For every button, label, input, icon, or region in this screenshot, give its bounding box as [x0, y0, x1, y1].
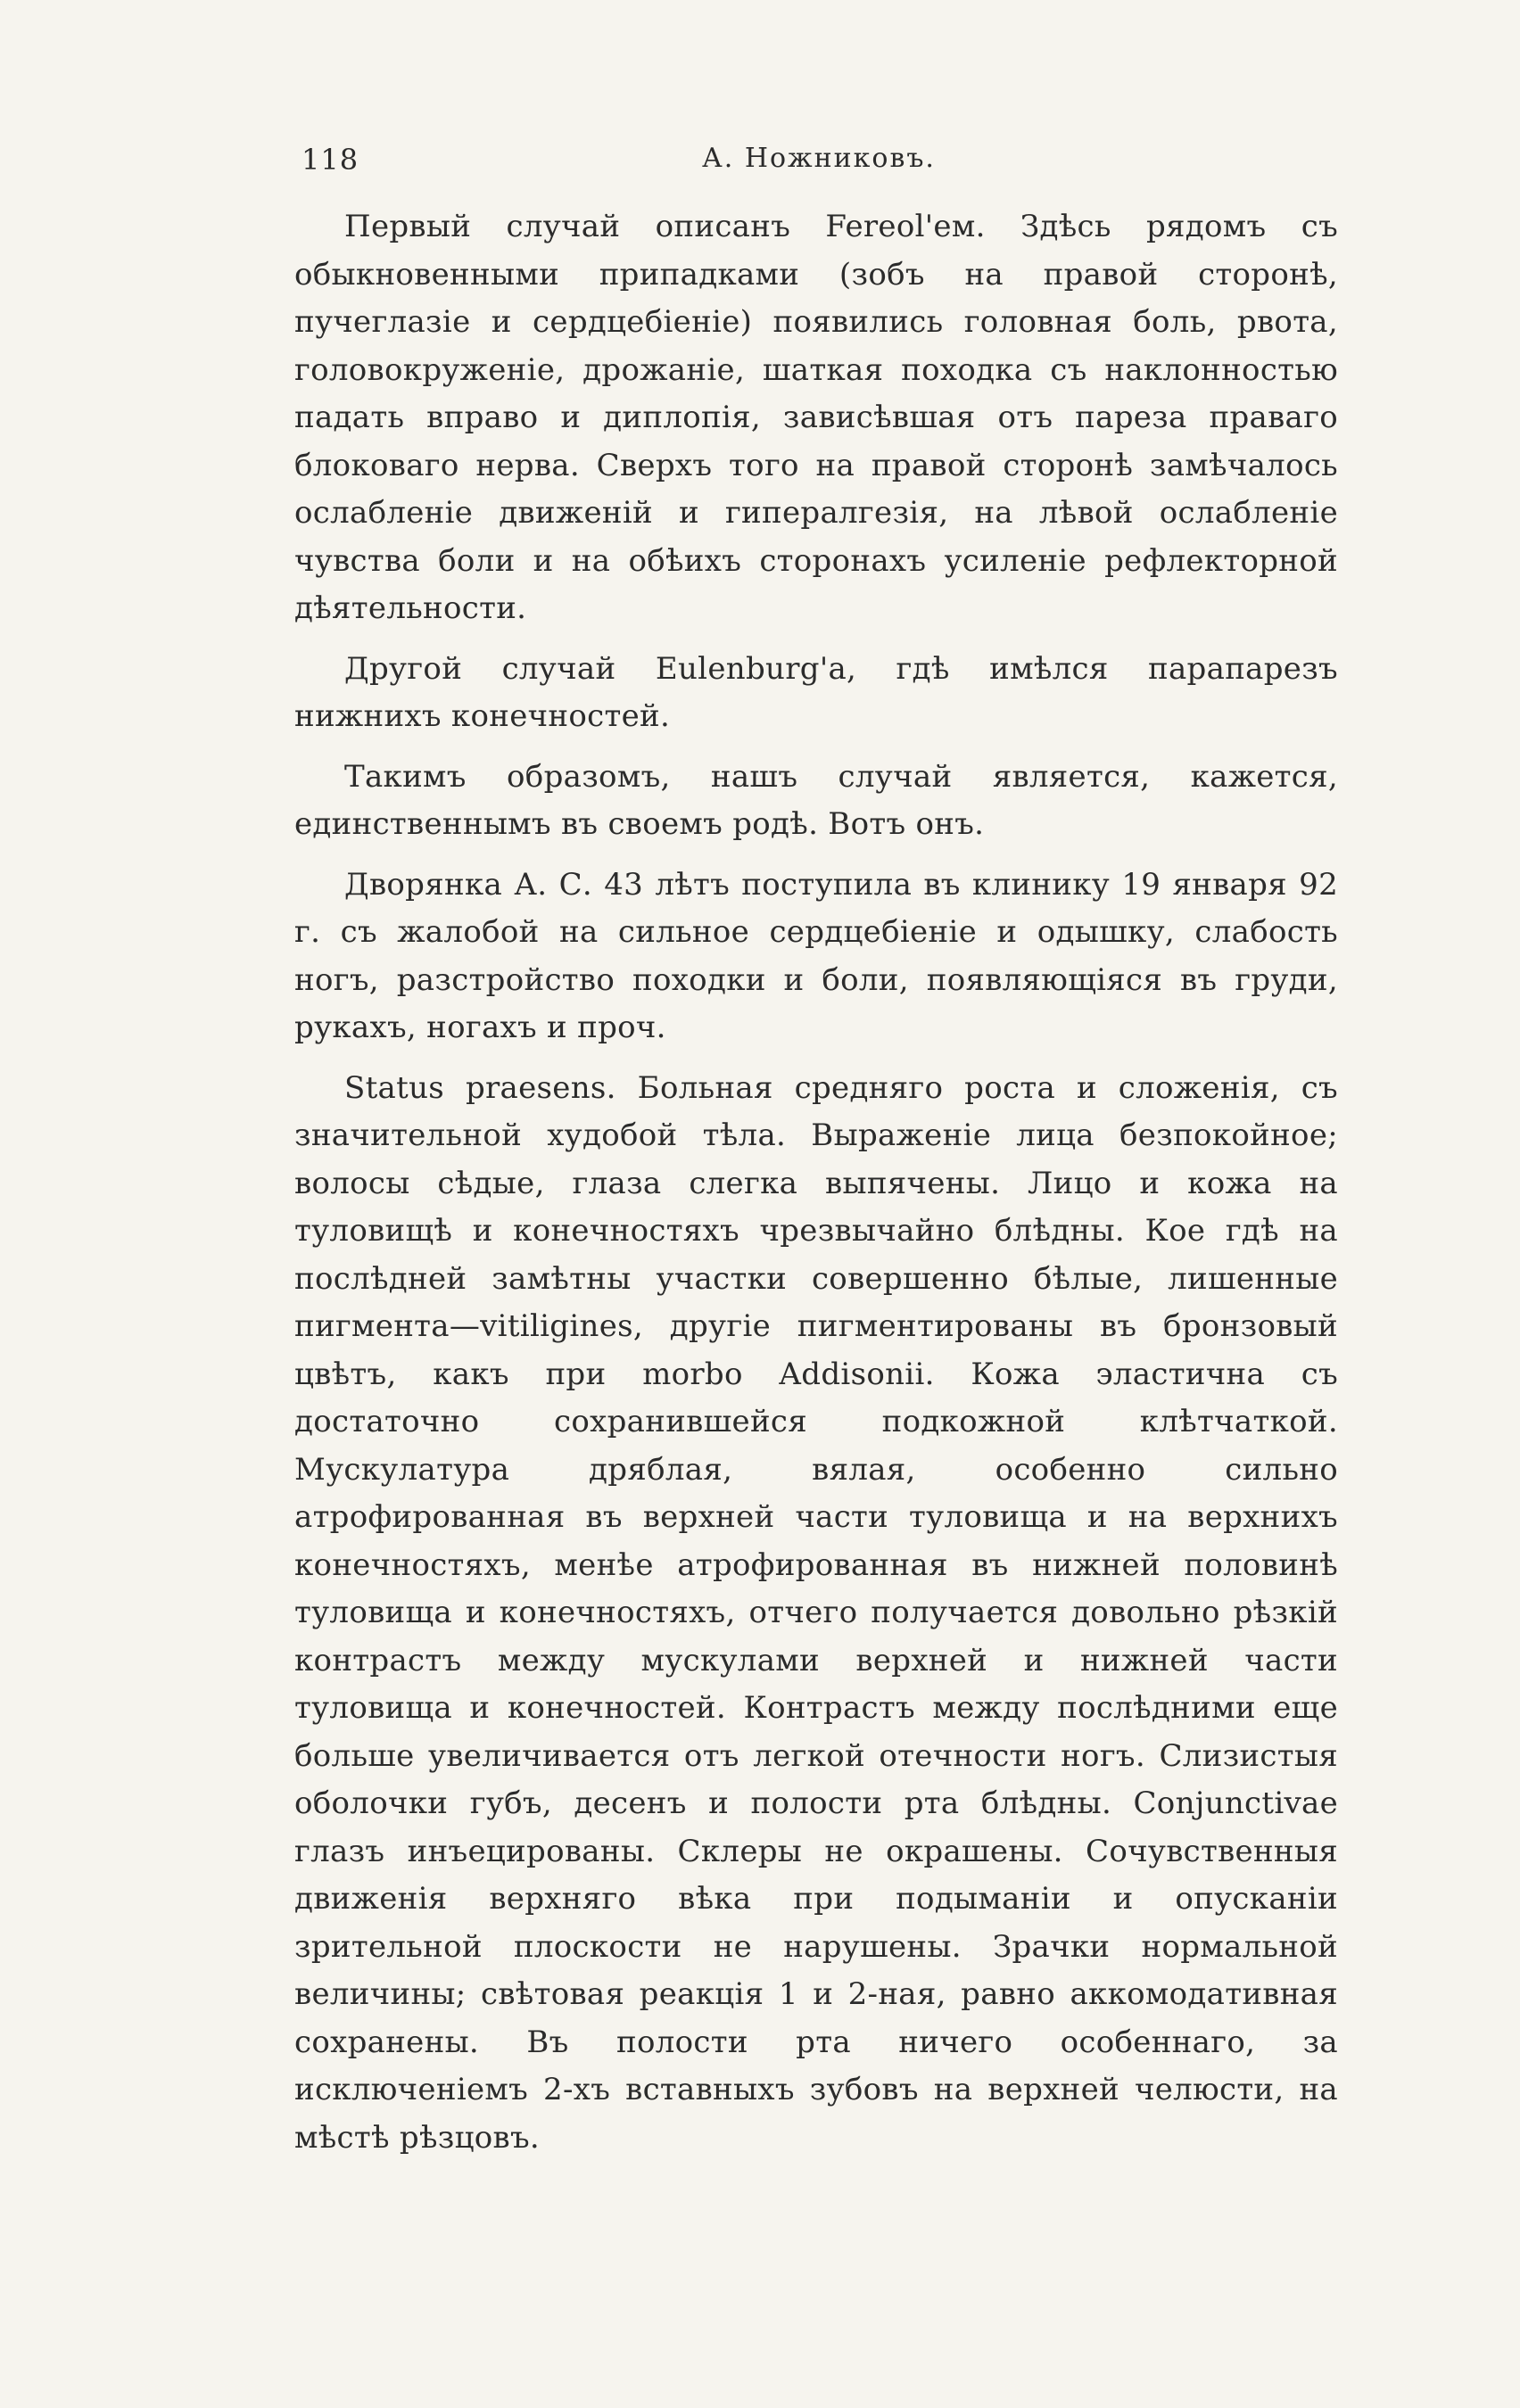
body-text [294, 203, 1338, 2162]
paragraph-patient-admission: Дворянка А. С. 43 лѣтъ поступила въ клинику 19 января 92 г. съ жалобой на сильное сердцебіеніе и одышку, слабость ногъ, разстройство походки и боли, появляющіяся въ груди, рукахъ, ногахъ и проч. [294, 866, 1338, 1045]
page-number: 118 [302, 143, 359, 177]
paragraph-eulenburg-case: Другой случай Eulenburg'a, гдѣ имѣлся парапарезъ нижнихъ конечностей. [294, 650, 1338, 734]
paragraph-status-praesens: Status praesens. Больная средняго роста и сложенія, съ значительной худобой тѣла. Выраженіе лица безпокойное; волосы сѣдые, глаза слегка выпячены. Лицо и кожа на туловищѣ и конечностяхъ чрезвычайно блѣдны. Кое гдѣ на послѣдней замѣтны участки совершенно бѣлые, лишенные пигмента—vitiligines, другіе пигментированы въ бронзовый цвѣтъ, какъ при morbo Addisonii. Кожа эластична съ достаточно сохранившейся подкожной клѣтчаткой. Мускулатура дряблая, вялая, особенно сильно атрофированная въ верхней части туловища и на верхнихъ конечностяхъ, менѣе атрофированная въ нижней половинѣ туловища и конечностяхъ, отчего получается довольно рѣзкій контрастъ между мускулами верхней и нижней части туловища и конечностей. Контрастъ между послѣдними еще больше увеличивается отъ легкой отечности ногъ. Слизистыя оболочки губъ, десенъ и полости рта блѣдны. Conjunctivae глазъ инъецированы. Склеры не окрашены. Сочувственныя движенія верхняго вѣка при подыманіи и опусканіи зрительной плоскости не нарушены. Зрачки нормальной величины; свѣтовая реакція 1 и 2-ная, равно аккомодативная сохранены. Въ полости рта ничего особеннаго, за исключеніемъ 2-хъ вставныхъ зубовъ на верхней челюсти, на мѣстѣ рѣзцовъ. [294, 1069, 1338, 2156]
paragraph-fereol-case: Первый случай описанъ Fereol'ем. Здѣсь рядомъ съ обыкновенными припадками (зобъ на правой сторонѣ, пучеглазіе и сердцебіеніе) появились головная боль, рвота, головокруженіе, дрожаніе, шаткая походка съ наклонностью падать вправо и диплопія, зависѣвшая отъ пареза праваго блоковаго нерва. Сверхъ того на правой сторонѣ замѣчалось ослабленіе движеній и гипералгезія, на лѣвой ослабленіе чувства боли и на обѣихъ сторонахъ усиленіе рефлекторной дѣятельности. [294, 209, 1338, 626]
running-head: А. Ножниковъ. [702, 143, 936, 174]
page-header [302, 143, 1336, 182]
paragraph-unique-case: Такимъ образомъ, нашъ случай является, кажется, единственнымъ въ своемъ родѣ. Вотъ онъ. [294, 758, 1338, 842]
